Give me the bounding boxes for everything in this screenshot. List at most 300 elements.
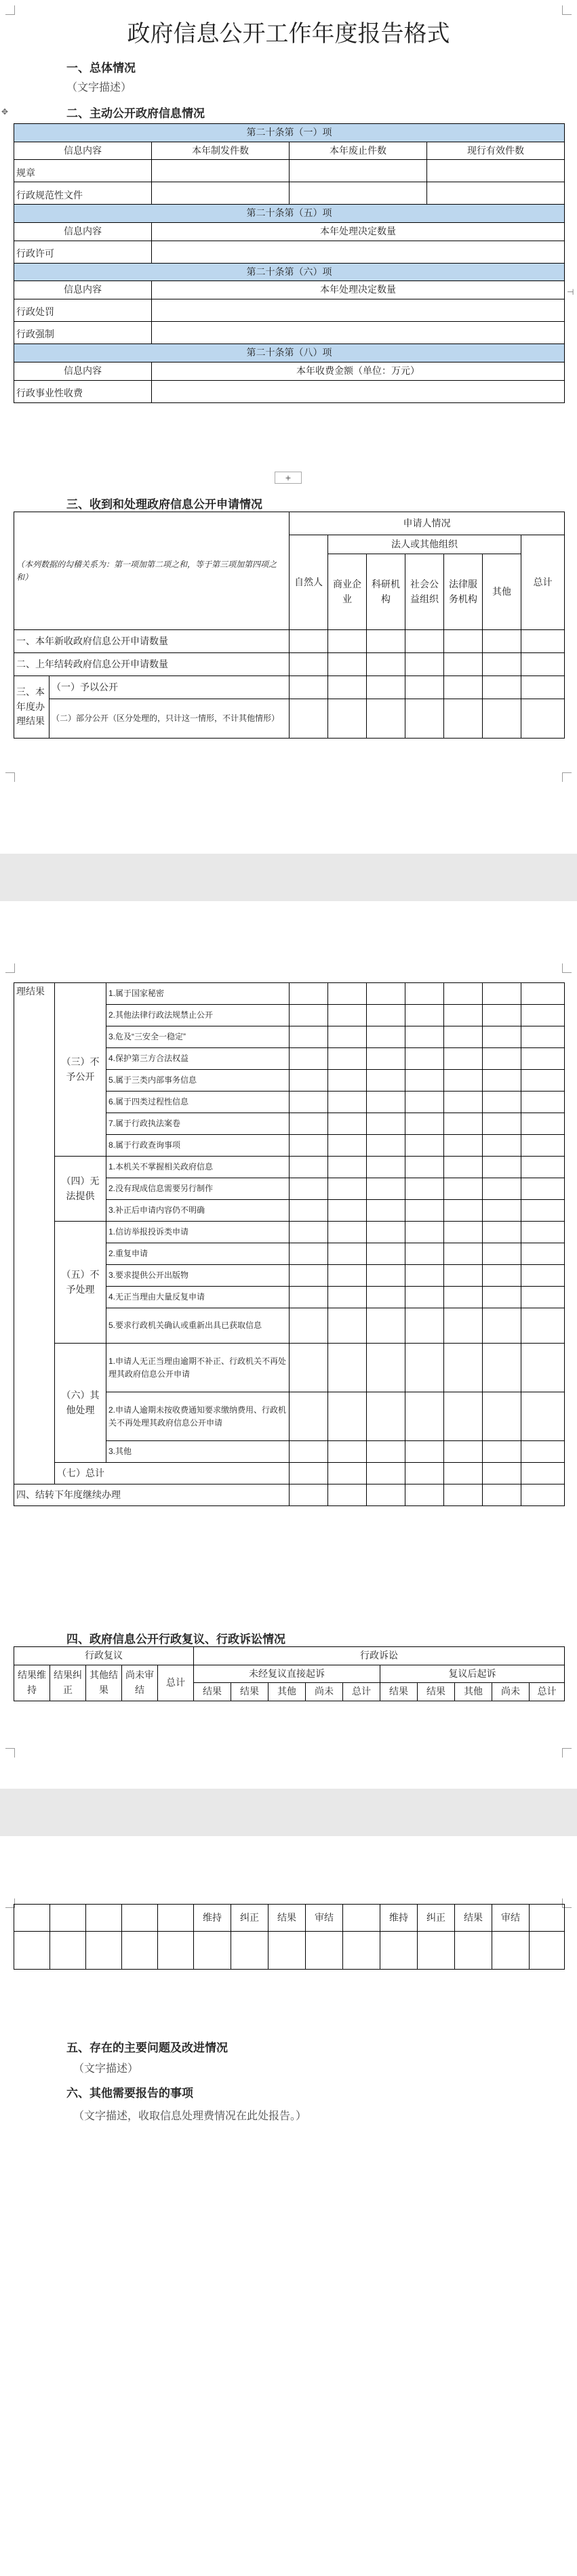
table-cell[interactable] <box>367 1441 405 1463</box>
table-cell[interactable] <box>405 1070 444 1092</box>
col-total: 总计 <box>521 535 565 630</box>
table-cell[interactable] <box>328 1135 367 1157</box>
table-cell[interactable] <box>367 1308 405 1344</box>
table-cell[interactable] <box>483 1178 521 1200</box>
table-cell[interactable] <box>367 1222 405 1243</box>
table-cell[interactable] <box>444 676 483 699</box>
col-header: 信息内容 <box>14 223 152 241</box>
table-cell[interactable] <box>444 1026 483 1048</box>
table-cell[interactable] <box>290 653 328 676</box>
table-cell[interactable] <box>483 1265 521 1287</box>
group-label: （四）无法提供 <box>55 1157 106 1222</box>
section-5-heading: 五、存在的主要问题及改进情况 <box>66 2041 228 2054</box>
table-cell[interactable] <box>483 1135 521 1157</box>
table-cell[interactable] <box>122 1932 158 1970</box>
group-label: （五）不予处理 <box>55 1222 106 1344</box>
table-cell[interactable] <box>290 1392 328 1441</box>
col-sub: 其他 <box>268 1683 306 1701</box>
table-cell[interactable] <box>405 983 444 1005</box>
table-move-handle-icon[interactable]: ✥ <box>1 107 9 117</box>
table-cell[interactable] <box>328 1463 367 1484</box>
row-label: 5.属于三类内部事务信息 <box>106 1070 290 1092</box>
table-cell[interactable] <box>152 322 565 344</box>
row-label: （一）予以公开 <box>49 676 290 699</box>
col-other-result: 其他结果 <box>86 1665 122 1701</box>
table-cell[interactable] <box>405 1265 444 1287</box>
table-cell[interactable] <box>152 241 565 263</box>
table-cell[interactable] <box>521 1048 565 1070</box>
table-cell[interactable] <box>290 1308 328 1344</box>
row-label: 3.要求提供公开出版物 <box>106 1265 290 1287</box>
table-cell[interactable] <box>367 1243 405 1265</box>
page-corner-mark <box>5 963 15 973</box>
table-cell[interactable] <box>405 1135 444 1157</box>
table-cell[interactable] <box>521 1344 565 1392</box>
table-cell[interactable] <box>194 1932 231 1970</box>
table-cell[interactable] <box>367 676 405 699</box>
row-label: 行政处罚 <box>14 299 152 322</box>
table-cell[interactable] <box>290 1157 328 1178</box>
table-section-2 <box>14 123 565 403</box>
table-cell[interactable] <box>290 1463 328 1484</box>
row-label: 2.其他法律行政法规禁止公开 <box>106 1005 290 1026</box>
table-cell[interactable] <box>290 676 328 699</box>
row-label: 四、结转下年度继续办理 <box>14 1484 290 1506</box>
table-cell[interactable] <box>152 380 565 402</box>
col-sub-cont: 审结 <box>306 1905 343 1932</box>
table-cell[interactable] <box>328 1265 367 1287</box>
col-sub: 尚未 <box>492 1683 530 1701</box>
table-cell[interactable] <box>405 653 444 676</box>
col-legal-service: 法律服务机构 <box>444 554 483 630</box>
section-6-heading: 六、其他需要报告的事项 <box>66 2087 193 2100</box>
row-label: 4.无正当理由大量反复申请 <box>106 1287 290 1308</box>
col-header: 本年处理决定数量 <box>152 281 565 299</box>
col-header: 信息内容 <box>14 362 152 380</box>
row-label: 行政事业性收费 <box>14 380 152 402</box>
table-cell[interactable] <box>343 1905 380 1932</box>
table-cell[interactable] <box>492 1932 530 1970</box>
table-cell[interactable] <box>405 1287 444 1308</box>
table-cell[interactable] <box>328 1092 367 1113</box>
table-section-4-continued <box>14 1904 565 1970</box>
table-cell[interactable] <box>50 1932 86 1970</box>
table-cell[interactable] <box>367 699 405 739</box>
table-cell[interactable] <box>444 1135 483 1157</box>
table-cell[interactable] <box>328 1005 367 1026</box>
page-corner-mark <box>562 1748 572 1758</box>
page-3 <box>0 1836 577 2576</box>
table-cell[interactable] <box>290 1200 328 1222</box>
table-cell[interactable] <box>405 1026 444 1048</box>
page-corner-mark <box>562 5 572 15</box>
table-resize-icon[interactable]: ⊣ <box>567 287 574 297</box>
table-cell[interactable] <box>405 1200 444 1222</box>
table-cell[interactable] <box>455 1932 492 1970</box>
table-cell[interactable] <box>483 1070 521 1092</box>
table-cell[interactable] <box>405 1157 444 1178</box>
admin-review-header: 行政复议 <box>14 1647 194 1665</box>
table-cell[interactable] <box>427 160 565 182</box>
table-cell[interactable] <box>367 1200 405 1222</box>
table-cell[interactable] <box>483 1157 521 1178</box>
table-cell[interactable] <box>290 1287 328 1308</box>
table-cell[interactable] <box>367 1484 405 1506</box>
col-header: 信息内容 <box>14 281 152 299</box>
table-cell[interactable] <box>444 630 483 653</box>
table-cell[interactable] <box>405 676 444 699</box>
row-label: 6.属于四类过程性信息 <box>106 1092 290 1113</box>
col-total: 总计 <box>158 1665 194 1701</box>
row-label: 三、本年度办理结果 <box>14 676 49 739</box>
table-cell[interactable] <box>521 1484 565 1506</box>
table-cell[interactable] <box>483 1441 521 1463</box>
page-corner-mark <box>5 5 15 15</box>
table-cell[interactable] <box>405 1463 444 1484</box>
table-cell[interactable] <box>521 1265 565 1287</box>
applicant-header: 申请人情况 <box>290 512 565 535</box>
table-cell[interactable] <box>405 1484 444 1506</box>
table-cell[interactable] <box>530 1905 565 1932</box>
table-cell[interactable] <box>444 1441 483 1463</box>
table-cell[interactable] <box>328 1048 367 1070</box>
table-cell[interactable] <box>328 676 367 699</box>
table-cell[interactable] <box>521 1026 565 1048</box>
col-sub-cont: 纠正 <box>231 1905 268 1932</box>
table-cell[interactable] <box>444 1392 483 1441</box>
table-cell[interactable] <box>328 1157 367 1178</box>
table-cell[interactable] <box>328 1287 367 1308</box>
table-cell[interactable] <box>328 983 367 1005</box>
table-cell[interactable] <box>405 1344 444 1392</box>
table-cell[interactable] <box>290 1026 328 1048</box>
table-cell[interactable] <box>483 1344 521 1392</box>
col-header: 本年收费金额（单位：万元） <box>152 362 565 380</box>
table-cell[interactable] <box>521 1070 565 1092</box>
item-20-1-header: 第二十条第（一）项 <box>14 124 565 142</box>
table-cell[interactable] <box>367 1287 405 1308</box>
table-cell[interactable] <box>367 1048 405 1070</box>
col-sub-cont: 结果 <box>268 1905 306 1932</box>
table-cell[interactable] <box>483 1222 521 1243</box>
table-cell[interactable] <box>290 1243 328 1265</box>
table-cell[interactable] <box>367 1135 405 1157</box>
section-4-heading: 四、政府信息公开行政复议、行政诉讼情况 <box>66 1633 285 1646</box>
table-cell[interactable] <box>483 1308 521 1344</box>
table-cell[interactable] <box>86 1932 122 1970</box>
table-cell[interactable] <box>367 1392 405 1441</box>
group-label: （三）不予公开 <box>55 983 106 1157</box>
row-label: 5.要求行政机关确认或重新出具已获取信息 <box>106 1308 290 1344</box>
table-cell[interactable] <box>444 1287 483 1308</box>
table-cell[interactable] <box>521 983 565 1005</box>
table-cell[interactable] <box>290 1178 328 1200</box>
table-cell[interactable] <box>328 1441 367 1463</box>
table-cell[interactable] <box>418 1932 455 1970</box>
col-sub: 总计 <box>530 1683 565 1701</box>
table-cell[interactable] <box>328 1243 367 1265</box>
table-cell[interactable] <box>290 1113 328 1135</box>
table-cell[interactable] <box>290 1005 328 1026</box>
table-section-4 <box>14 1646 565 1701</box>
table-cell[interactable] <box>444 1243 483 1265</box>
page-corner-mark <box>5 772 15 782</box>
col-sub: 结果 <box>231 1683 268 1701</box>
col-public-welfare: 社会公益组织 <box>405 554 444 630</box>
table-cell[interactable] <box>268 1932 306 1970</box>
table-cell[interactable] <box>483 1026 521 1048</box>
col-sub-cont: 审结 <box>492 1905 530 1932</box>
table-cell[interactable] <box>152 160 290 182</box>
table-cell[interactable] <box>328 1392 367 1441</box>
table-cell[interactable] <box>521 676 565 699</box>
col-sub: 总计 <box>343 1683 380 1701</box>
table-cell[interactable] <box>367 653 405 676</box>
table-cell[interactable] <box>521 699 565 739</box>
table-cell[interactable] <box>444 1222 483 1243</box>
table-cell[interactable] <box>483 1048 521 1070</box>
table-cell[interactable] <box>290 182 427 205</box>
table-cell[interactable] <box>483 630 521 653</box>
row-label: 1.信访举报投诉类申请 <box>106 1222 290 1243</box>
row-label: 8.属于行政查询事项 <box>106 1135 290 1157</box>
litigation-header: 行政诉讼 <box>194 1647 565 1665</box>
col-sub: 结果 <box>194 1683 231 1701</box>
table-cell[interactable] <box>367 1463 405 1484</box>
table-cell[interactable] <box>14 1905 50 1932</box>
section-6-text: （文字描述，收取信息处理费情况在此处报告。） <box>73 2111 307 2122</box>
table-cell[interactable] <box>405 1441 444 1463</box>
table-cell[interactable] <box>521 1135 565 1157</box>
table-cell[interactable] <box>405 1092 444 1113</box>
table-cell[interactable] <box>521 1113 565 1135</box>
row-label: 1.属于国家秘密 <box>106 983 290 1005</box>
table-cell[interactable] <box>290 160 427 182</box>
col-sub-cont: 纠正 <box>418 1905 455 1932</box>
table-cell[interactable] <box>444 1265 483 1287</box>
table-cell[interactable] <box>483 983 521 1005</box>
table-cell[interactable] <box>306 1932 343 1970</box>
table-cell[interactable] <box>521 1441 565 1463</box>
table-cell[interactable] <box>483 1243 521 1265</box>
table-cell[interactable] <box>122 1905 158 1932</box>
table-cell[interactable] <box>290 1344 328 1392</box>
col-header: 本年制发件数 <box>152 142 290 160</box>
table-cell[interactable] <box>290 699 328 739</box>
item-20-8-header: 第二十条第（八）项 <box>14 344 565 362</box>
table-cell[interactable] <box>290 1222 328 1243</box>
table-cell[interactable] <box>405 1392 444 1441</box>
table-cell[interactable] <box>367 1092 405 1113</box>
table-cell[interactable] <box>328 699 367 739</box>
table-cell[interactable] <box>367 1026 405 1048</box>
section-2-heading: 二、主动公开政府信息情况 <box>66 107 205 120</box>
table-cell[interactable] <box>521 1178 565 1200</box>
table-cell[interactable] <box>328 1026 367 1048</box>
table-cell[interactable] <box>521 1287 565 1308</box>
table-cell[interactable] <box>521 653 565 676</box>
table-cell[interactable] <box>444 653 483 676</box>
row-label: 2.重复申请 <box>106 1243 290 1265</box>
table-cell[interactable] <box>367 1178 405 1200</box>
table-cell[interactable] <box>483 676 521 699</box>
table-cell[interactable] <box>328 1344 367 1392</box>
table-cell[interactable] <box>14 1932 50 1970</box>
table-cell[interactable] <box>521 1392 565 1441</box>
table-cell[interactable] <box>444 699 483 739</box>
col-pending: 尚未审结 <box>122 1665 158 1701</box>
table-cell[interactable] <box>405 1222 444 1243</box>
table-cell[interactable] <box>483 1113 521 1135</box>
table-cell[interactable] <box>367 1265 405 1287</box>
section-5-text: （文字描述） <box>73 2063 139 2075</box>
page-corner-mark <box>562 772 572 782</box>
table-cell[interactable] <box>483 1463 521 1484</box>
table-cell[interactable] <box>290 983 328 1005</box>
row-label: 2.申请人逾期未按收费通知要求缴纳费用、行政机关不再处理其政府信息公开申请 <box>106 1392 290 1441</box>
table-cell[interactable] <box>290 1070 328 1092</box>
table-cell[interactable] <box>483 1200 521 1222</box>
table-cell[interactable] <box>328 1200 367 1222</box>
table-cell[interactable] <box>328 1308 367 1344</box>
table-cell[interactable] <box>405 1048 444 1070</box>
row-label: 行政规范性文件 <box>14 182 152 205</box>
table-cell[interactable] <box>328 653 367 676</box>
page-gap <box>0 854 577 901</box>
table-cell[interactable] <box>444 1200 483 1222</box>
table-section-3 <box>14 512 565 739</box>
table-cell[interactable] <box>290 1441 328 1463</box>
table-cell[interactable] <box>290 1484 328 1506</box>
table-cell[interactable] <box>152 299 565 322</box>
table-cell[interactable] <box>290 1048 328 1070</box>
table-cell[interactable] <box>367 1157 405 1178</box>
table-cell[interactable] <box>483 1392 521 1441</box>
table-cell[interactable] <box>328 1222 367 1243</box>
col-header: 本年处理决定数量 <box>152 223 565 241</box>
col-sub: 尚未 <box>306 1683 343 1701</box>
table-cell[interactable] <box>483 699 521 739</box>
table-cell[interactable] <box>367 1005 405 1026</box>
table-cell[interactable] <box>530 1932 565 1970</box>
col-sub-cont: 维持 <box>194 1905 231 1932</box>
page-2 <box>0 901 577 1789</box>
table-cell[interactable] <box>328 1484 367 1506</box>
col-result-corrected: 结果纠正 <box>50 1665 86 1701</box>
table-cell[interactable] <box>444 1070 483 1092</box>
table-cell[interactable] <box>444 1048 483 1070</box>
table-cell[interactable] <box>158 1932 194 1970</box>
table-cell[interactable] <box>328 1178 367 1200</box>
row-label: 3.补正后申请内容仍不明确 <box>106 1200 290 1222</box>
table-cell[interactable] <box>290 1265 328 1287</box>
item-20-6-header: 第二十条第（六）项 <box>14 263 565 281</box>
table-cell[interactable] <box>483 1484 521 1506</box>
consistency-note: （本列数据的勾稽关系为：第一项加第二项之和，等于第三项加第四项之和） <box>14 512 290 630</box>
table-cell[interactable] <box>444 1178 483 1200</box>
table-cell[interactable] <box>427 182 565 205</box>
table-cell[interactable] <box>380 1932 418 1970</box>
table-section-3-continued <box>14 982 565 1506</box>
row-label: 规章 <box>14 160 152 182</box>
table-cell[interactable] <box>521 1157 565 1178</box>
table-cell[interactable] <box>444 1308 483 1344</box>
item-20-5-header: 第二十条第（五）项 <box>14 205 565 223</box>
table-cell[interactable] <box>444 1113 483 1135</box>
row-label: （二）部分公开（区分处理的，只计这一情形，不计其他情形） <box>49 699 290 739</box>
table-cell[interactable] <box>444 983 483 1005</box>
table-cell[interactable] <box>405 699 444 739</box>
table-cell[interactable] <box>444 1344 483 1392</box>
table-cell[interactable] <box>444 1157 483 1178</box>
table-cell[interactable] <box>405 630 444 653</box>
add-row-button[interactable]: + <box>275 472 302 484</box>
table-cell[interactable] <box>367 983 405 1005</box>
table-cell[interactable] <box>405 1308 444 1344</box>
table-cell[interactable] <box>521 1308 565 1344</box>
table-cell[interactable] <box>152 182 290 205</box>
table-cell[interactable] <box>444 1463 483 1484</box>
table-cell[interactable] <box>405 1113 444 1135</box>
table-cell[interactable] <box>290 1135 328 1157</box>
table-cell[interactable] <box>521 1243 565 1265</box>
row-label: 4.保护第三方合法权益 <box>106 1048 290 1070</box>
row-label: 3.危及“三安全一稳定” <box>106 1026 290 1048</box>
table-cell[interactable] <box>290 630 328 653</box>
section-3-heading: 三、收到和处理政府信息公开申请情况 <box>66 498 262 511</box>
table-cell[interactable] <box>367 1344 405 1392</box>
table-cell[interactable] <box>521 1463 565 1484</box>
table-cell[interactable] <box>521 1222 565 1243</box>
table-cell[interactable] <box>521 1005 565 1026</box>
row-label: 3.其他 <box>106 1441 290 1463</box>
table-cell[interactable] <box>290 1092 328 1113</box>
table-cell[interactable] <box>444 1484 483 1506</box>
table-cell[interactable] <box>367 1070 405 1092</box>
table-cell[interactable] <box>521 630 565 653</box>
table-cell[interactable] <box>328 1070 367 1092</box>
table-cell[interactable] <box>405 1178 444 1200</box>
table-cell[interactable] <box>343 1932 380 1970</box>
col-sub: 结果 <box>418 1683 455 1701</box>
table-cell[interactable] <box>367 630 405 653</box>
table-cell[interactable] <box>231 1932 268 1970</box>
table-cell[interactable] <box>367 1113 405 1135</box>
table-cell[interactable] <box>483 653 521 676</box>
table-cell[interactable] <box>444 1005 483 1026</box>
table-cell[interactable] <box>483 1092 521 1113</box>
table-cell[interactable] <box>521 1092 565 1113</box>
col-header: 现行有效件数 <box>427 142 565 160</box>
table-cell[interactable] <box>328 1113 367 1135</box>
table-cell[interactable] <box>158 1905 194 1932</box>
col-sub-cont: 结果 <box>455 1905 492 1932</box>
table-cell[interactable] <box>86 1905 122 1932</box>
row-label: 行政强制 <box>14 322 152 344</box>
table-cell[interactable] <box>328 630 367 653</box>
page-corner-mark <box>562 963 572 973</box>
col-natural-person: 自然人 <box>290 535 328 630</box>
table-cell[interactable] <box>405 1005 444 1026</box>
row-label: 7.属于行政执法案卷 <box>106 1113 290 1135</box>
table-cell[interactable] <box>521 1200 565 1222</box>
table-cell[interactable] <box>444 1092 483 1113</box>
table-cell[interactable] <box>483 1005 521 1026</box>
table-cell[interactable] <box>405 1243 444 1265</box>
table-cell[interactable] <box>50 1905 86 1932</box>
table-cell[interactable] <box>483 1287 521 1308</box>
row-label: 一、本年新收政府信息公开申请数量 <box>14 630 290 653</box>
